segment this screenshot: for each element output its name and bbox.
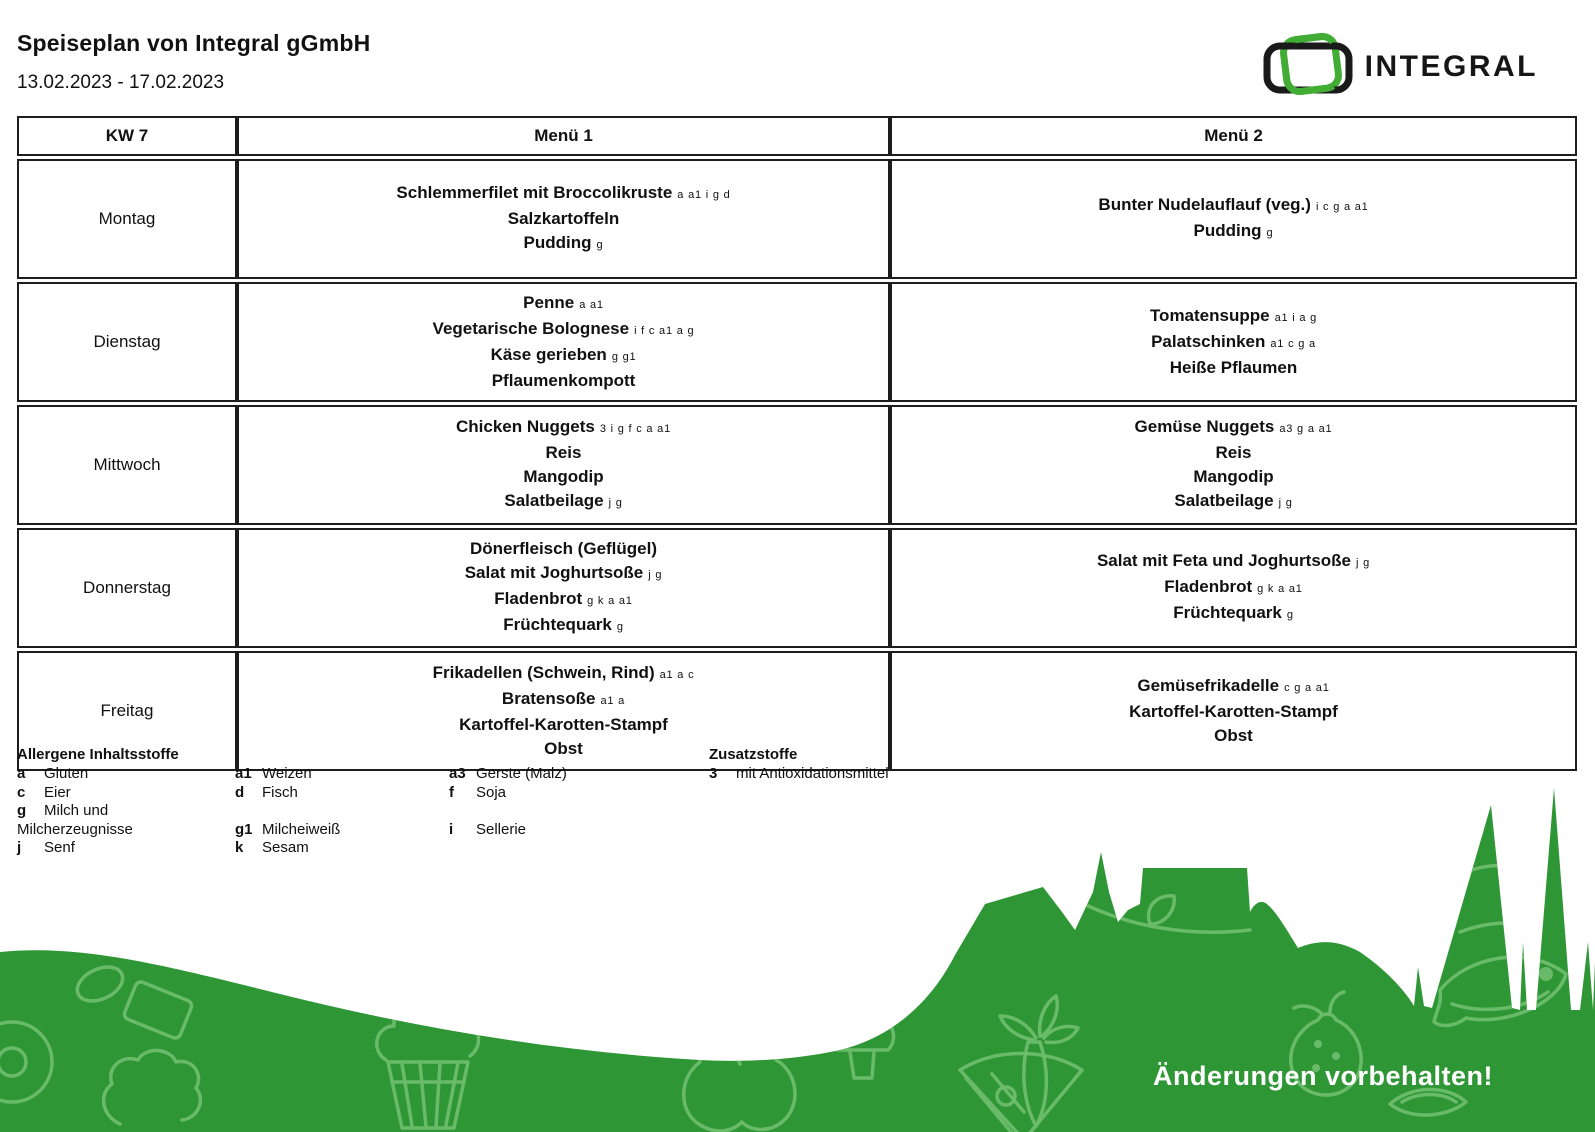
menu-item bbox=[900, 575, 1567, 601]
legend-label: Weizen bbox=[262, 765, 312, 782]
day-cell: Mittwoch bbox=[17, 405, 237, 525]
allergen-codes: c g a a1 bbox=[1284, 682, 1330, 694]
legend-entry bbox=[235, 821, 435, 840]
menu-item bbox=[247, 369, 880, 393]
legend-code: a3 bbox=[449, 765, 466, 782]
menu-item bbox=[247, 489, 880, 515]
menu-item-name: Pudding bbox=[1193, 221, 1262, 240]
menu-item-name: Gemüsefrikadelle bbox=[1137, 676, 1280, 695]
menu-item-name: Dönerfleisch (Geflügel) bbox=[469, 539, 658, 558]
menu-item bbox=[900, 700, 1567, 724]
day-cell: Freitag bbox=[17, 651, 237, 771]
menu-item bbox=[247, 661, 880, 687]
legend-code: 3 bbox=[709, 765, 718, 782]
legend-entry bbox=[449, 821, 679, 840]
menu1-cell bbox=[237, 282, 890, 402]
menu-item-name: Salzkartoffeln bbox=[507, 209, 620, 228]
menu-item-name: Mangodip bbox=[523, 467, 604, 486]
legend-entry bbox=[235, 839, 435, 858]
menu-item-name: Chicken Nuggets bbox=[456, 417, 595, 436]
menu-item bbox=[900, 356, 1567, 380]
menu-item-name: Palatschinken bbox=[1151, 332, 1266, 351]
menu-item-name: Mangodip bbox=[1193, 467, 1274, 486]
menu-item-name: Reis bbox=[1215, 443, 1252, 462]
legend-column-2 bbox=[235, 746, 435, 858]
legend-label: mit Antioxidationsmittel bbox=[736, 765, 889, 782]
menu-item bbox=[900, 441, 1567, 465]
menu-item bbox=[900, 304, 1567, 330]
menu-item bbox=[247, 687, 880, 713]
menu-item-name: Salat mit Joghurtsoße bbox=[464, 563, 644, 582]
legend-column-3 bbox=[449, 746, 679, 839]
integral-logo-icon bbox=[1261, 32, 1357, 102]
allergen-codes: j g bbox=[648, 569, 663, 581]
legend-entry bbox=[449, 765, 679, 784]
allergen-codes: a1 i a g bbox=[1274, 312, 1318, 324]
menu-item bbox=[900, 489, 1567, 515]
menu-item-name: Salatbeilage bbox=[504, 491, 604, 510]
legend-column-additives bbox=[709, 746, 989, 784]
menu-item bbox=[247, 561, 880, 587]
allergens-title: Allergene Inhaltsstoffe bbox=[17, 746, 179, 763]
legend-entry bbox=[235, 765, 435, 784]
menu-item-name: Heiße Pflaumen bbox=[1169, 358, 1298, 377]
menu-item bbox=[247, 207, 880, 231]
menu-item-name: Käse gerieben bbox=[490, 345, 607, 364]
menu-item-name: Früchtequark bbox=[503, 615, 612, 634]
menu-item-name: Kartoffel-Karotten-Stampf bbox=[1129, 702, 1338, 721]
menu-item bbox=[247, 317, 880, 343]
menu-item-name: Tomatensuppe bbox=[1149, 306, 1270, 325]
menu-item-name: Bunter Nudelauflauf (veg.) bbox=[1098, 195, 1311, 214]
legend-label: Sesam bbox=[262, 839, 309, 856]
menu-item-name: Fladenbrot bbox=[494, 589, 583, 608]
strawberry-seed-doodle-icon bbox=[1314, 1040, 1322, 1048]
menu-item-name: Vegetarische Bolognese bbox=[432, 319, 630, 338]
allergen-codes: g bbox=[1266, 227, 1274, 239]
legend-entry bbox=[17, 821, 227, 840]
legend-label: Eier bbox=[44, 783, 71, 801]
legend-code: c bbox=[17, 783, 26, 801]
legend-label: Fisch bbox=[262, 783, 298, 801]
menu-item bbox=[900, 724, 1567, 748]
menu-item bbox=[247, 441, 880, 465]
allergen-codes: a a1 i g d bbox=[677, 189, 731, 201]
legend-entry bbox=[449, 802, 679, 821]
menu-item bbox=[900, 465, 1567, 489]
menu-item bbox=[247, 291, 880, 317]
menu-item bbox=[900, 415, 1567, 441]
column-header-menu1: Menü 1 bbox=[237, 116, 890, 156]
menu-item-name: Frikadellen (Schwein, Rind) bbox=[432, 663, 655, 682]
menu2-cell bbox=[890, 159, 1577, 279]
legend-label: Gluten bbox=[44, 765, 89, 782]
column-header-menu2: Menü 2 bbox=[890, 116, 1577, 156]
menu2-cell bbox=[890, 282, 1577, 402]
menu-item bbox=[900, 219, 1567, 245]
date-range: 13.02.2023 - 17.02.2023 bbox=[17, 72, 225, 93]
allergen-codes: a1 a bbox=[600, 695, 626, 707]
allergen-codes: g k a a1 bbox=[587, 595, 633, 607]
legend-code: f bbox=[449, 783, 454, 801]
legend-entry bbox=[709, 765, 989, 784]
additives-title: Zusatzstoffe bbox=[709, 746, 798, 763]
menu-table-row bbox=[17, 282, 1577, 402]
menu2-cell bbox=[890, 528, 1577, 648]
menu-item bbox=[247, 465, 880, 489]
legend-code: g1 bbox=[235, 820, 253, 838]
menu-item bbox=[247, 713, 880, 737]
allergen-codes: g bbox=[1286, 609, 1294, 621]
menu-item bbox=[247, 343, 880, 369]
menu-item-name: Bratensoße bbox=[501, 689, 596, 708]
menu-item-name: Früchtequark bbox=[1173, 603, 1282, 622]
allergen-codes: g bbox=[596, 239, 604, 251]
menu2-cell bbox=[890, 405, 1577, 525]
allergen-codes: g g1 bbox=[611, 351, 637, 363]
legend-entry bbox=[17, 802, 227, 821]
legend-entry bbox=[17, 839, 227, 858]
menu-table-header-row bbox=[17, 116, 1577, 156]
menu-item bbox=[900, 601, 1567, 627]
legend-label: Milcherzeugnisse bbox=[17, 820, 133, 838]
menu-item bbox=[247, 613, 880, 639]
menu-item-name: Penne bbox=[523, 293, 575, 312]
legend-code: k bbox=[235, 839, 244, 856]
legend-column-1 bbox=[17, 746, 227, 858]
allergen-codes: j g bbox=[1356, 557, 1371, 569]
legend-code: d bbox=[235, 783, 245, 801]
legend-code: a bbox=[17, 765, 26, 782]
menu1-cell bbox=[237, 159, 890, 279]
legend-entry bbox=[449, 784, 679, 803]
legend-label: Gerste (Malz) bbox=[476, 765, 567, 782]
menu-item-name: Obst bbox=[1214, 726, 1253, 745]
menu-item-name: Gemüse Nuggets bbox=[1134, 417, 1275, 436]
menu-item bbox=[900, 193, 1567, 219]
menu-item bbox=[900, 549, 1567, 575]
allergen-codes: a1 a c bbox=[659, 669, 695, 681]
legend-code: g bbox=[17, 802, 27, 819]
menu-table bbox=[17, 113, 1577, 774]
day-cell: Montag bbox=[17, 159, 237, 279]
legend-entry bbox=[17, 784, 227, 803]
menu-item-name: Obst bbox=[544, 739, 583, 758]
menu-table-row bbox=[17, 405, 1577, 525]
menu-item bbox=[247, 231, 880, 257]
document-header bbox=[17, 30, 1578, 110]
allergen-codes: i f c a1 a g bbox=[634, 325, 695, 337]
allergen-codes: a1 c g a bbox=[1270, 338, 1316, 350]
strawberry-seed-doodle-icon bbox=[1332, 1052, 1340, 1060]
menu-item-name: Reis bbox=[545, 443, 582, 462]
menu1-cell bbox=[237, 528, 890, 648]
legend-label: Sellerie bbox=[476, 820, 527, 838]
menu-item-name: Schlemmerfilet mit Broccolikruste bbox=[396, 183, 673, 202]
menu-item bbox=[247, 181, 880, 207]
allergen-codes: i c g a a1 bbox=[1315, 201, 1369, 213]
fish-eye-doodle-icon bbox=[1539, 967, 1553, 981]
legend-code: i bbox=[449, 820, 454, 838]
legend-label: Senf bbox=[44, 839, 75, 856]
menu-table-row bbox=[17, 159, 1577, 279]
page-title: Speiseplan von Integral gGmbH bbox=[17, 30, 371, 56]
allergen-codes: a a1 bbox=[579, 299, 604, 311]
legend-entry bbox=[235, 802, 435, 821]
menu-item-name: Pudding bbox=[523, 233, 592, 252]
menu-item-name: Kartoffel-Karotten-Stampf bbox=[459, 715, 668, 734]
integral-logo-text: INTEGRAL bbox=[1364, 50, 1538, 83]
footer-notice: Änderungen vorbehalten! bbox=[1152, 1061, 1493, 1091]
allergen-codes: 3 i g f c a a1 bbox=[599, 423, 671, 435]
allergen-codes: j g bbox=[1278, 497, 1293, 509]
menu-item bbox=[247, 415, 880, 441]
legend-entry bbox=[235, 784, 435, 803]
menu-item-name: Salat mit Feta und Joghurtsoße bbox=[1096, 551, 1352, 570]
column-header-day: KW 7 bbox=[17, 116, 237, 156]
legend-code: j bbox=[17, 839, 22, 856]
day-cell: Donnerstag bbox=[17, 528, 237, 648]
legend-label: Milch und bbox=[44, 802, 109, 819]
legend-code: a1 bbox=[235, 765, 252, 782]
allergen-codes: g bbox=[616, 621, 624, 633]
menu1-cell bbox=[237, 405, 890, 525]
menu-table-row bbox=[17, 528, 1577, 648]
legend-entry bbox=[17, 765, 227, 784]
legend-label: Soja bbox=[476, 783, 507, 801]
menu-item bbox=[247, 587, 880, 613]
allergen-codes: j g bbox=[608, 497, 623, 509]
legend-label: Milcheiweiß bbox=[262, 820, 341, 838]
menu-item bbox=[247, 537, 880, 561]
menu-item bbox=[900, 330, 1567, 356]
menu-item-name: Salatbeilage bbox=[1174, 491, 1274, 510]
menu-item-name: Pflaumenkompott bbox=[491, 371, 636, 390]
allergen-codes: g k a a1 bbox=[1257, 583, 1303, 595]
menu-item bbox=[900, 674, 1567, 700]
allergen-codes: a3 g a a1 bbox=[1279, 423, 1333, 435]
allergen-legend bbox=[17, 746, 1117, 866]
integral-logo bbox=[1261, 32, 1538, 102]
menu-item-name: Fladenbrot bbox=[1164, 577, 1253, 596]
day-cell: Dienstag bbox=[17, 282, 237, 402]
